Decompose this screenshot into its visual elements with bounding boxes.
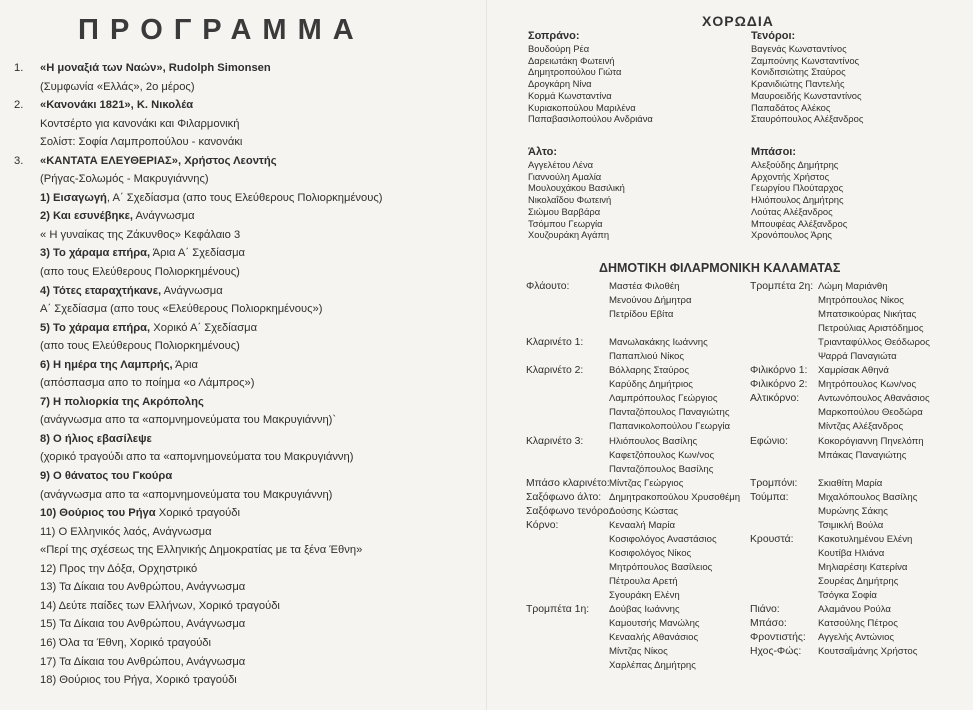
band-row [750,491,972,505]
tenors-list [751,30,863,125]
band-row [526,350,751,364]
musician-name: Κοσιφολόγος Νίκος [609,547,692,559]
program-line [14,393,484,412]
tenors-names [751,43,863,125]
personnel-page [486,0,973,710]
program-line [14,653,484,672]
item-bold-text: 1) Εισαγωγή [40,191,107,204]
item-text: (ανάγνωσμα απο τα «απομνημονεύματα του Μακρυγιάννη) [40,488,333,501]
sopranos-names [528,43,653,125]
item-text: 13) Τα Δίκαια του Ανθρώπου, Ανάγνωσμα [40,581,246,594]
program-line [14,523,484,542]
choir-member: Νικολαΐδου Φωτεινή [528,194,612,206]
musician-name: Κουτσαΐμάνης Χρήστος [818,646,918,658]
program-line [14,560,484,579]
musician-name: Μητρόπουλος Κων/νος [818,379,917,391]
item-text: Χορικό Α΄ Σχεδίασμα [150,321,258,334]
tenors-heading: Τενόροι: [751,30,796,42]
item-text: Κοντσέρτο για κανονάκι και Φιλαρμονική [40,117,240,130]
band-row [526,533,751,547]
item-text: (Ρήγας-Σολωμός - Μακρυγιάννης) [40,173,209,186]
choir-member: Ηλιόπουλος Δημήτρης [751,194,844,206]
instrument-label: Τρομπόνι: [750,477,798,489]
instrument-label: Εφώνιο: [750,435,788,447]
item-text: (χορικό τραγούδι απο τα «απομνημονεύματα του Μακρυγιάννη) [40,451,354,464]
choir-member: Μουλουχάκου Βασιλική [528,182,625,194]
program-line [14,226,484,245]
musician-name: Κενααλή Μαρία [609,519,676,531]
altos-heading: Άλτο: [528,146,558,158]
program-line [14,244,484,263]
item-text: 14) Δεύτε παίδες των Ελλήνων, Χορικό τραγούδι [40,599,280,612]
band-row [750,589,972,603]
item-bold-text: 9) Ο θάνατος του Γκούρα [40,470,173,483]
program-line [14,263,484,282]
band-row [526,364,751,378]
program-line [14,448,484,467]
program-line [14,207,484,226]
item-text: (απο τους Ελεύθερους Πολιορκημένους) [40,266,240,279]
musician-name: Παπαπλιού Νίκος [609,351,684,363]
choir-member: Κρανιδιώτης Παντελής [751,78,845,90]
choir-member: Δαρειωτάκη Φωτεινή [528,54,615,66]
program-line [14,282,484,301]
band-row [750,449,972,463]
program-line [14,170,484,189]
musician-name: Μητρόπουλος Βασίλειος [609,561,713,573]
instrument-label: Φιλικόρνο 1: [750,365,808,377]
musician-name: Τριανταφύλλος Θεόδωρος [818,337,930,349]
program-line [14,374,484,393]
item-bold-text: 6) Η ημέρα της Λαμπρής, [40,358,173,371]
instrument-label: Τούμπα: [750,491,789,503]
musician-name: Μίντζας Αλέξανδρος [818,421,904,433]
program-line [14,356,484,375]
musician-name: Λώμη Μαριάνθη [818,281,888,292]
instrument-label: Φιλικόρνο 2: [750,379,808,391]
musician-name: Μαρκοπούλου Θεοδώρα [818,407,923,419]
choir-member: Μπουφέας Αλέξανδρος [751,217,848,229]
band-row [750,631,972,645]
musician-name: Μίντζας Γεώργιος [609,477,684,489]
item-text: (Συμφωνία «Ελλάς», 2ο μέρος) [40,80,195,93]
item-text: , Α΄ Σχεδίασμα (απο τους Ελεύθερους Πολιορκημένους) [106,191,383,204]
band-row [750,547,972,561]
instrument-label: Πιάνο: [750,604,780,616]
program-line [14,486,484,505]
musician-name: Μπάκας Παναγιώτης [818,449,907,461]
choir-member: Δημητροπούλου Γιώτα [528,66,622,78]
basses-names [751,159,847,241]
program-line [14,189,484,208]
musician-name: Αλαμάνου Ρούλα [818,604,891,616]
item-bold-text: «Κανονάκι 1821», Κ. Νικολέα [40,99,194,112]
program-line [14,615,484,634]
instrument-label: Αλτικόρνο: [750,393,800,405]
program-line [14,671,484,690]
band-row [526,308,751,322]
musician-name: Βόλλαρης Σταύρος [609,365,689,377]
band-row [526,519,751,533]
band-row [526,561,751,575]
item-number: 1. [14,62,24,74]
musician-name: Τσιμικλή Βούλα [818,519,884,531]
band-row [750,617,972,631]
band-row [526,294,751,308]
item-text: Ανάγνωσμα [133,210,195,223]
choir-member: Βαγενάς Κωνσταντίνος [751,43,847,54]
band-row [750,435,972,449]
choir-member: Τσόμπου Γεωργία [528,217,603,229]
choir-member: Παπαβασιλοπούλου Ανδριάνα [528,113,653,125]
musician-name: Μανωλακάκης Ιωάννης [609,337,708,349]
program-line [14,578,484,597]
item-bold-text: 2) Και εσυνέβηκε, [40,210,134,223]
instrument-label: Κρουστά: [750,533,794,545]
instrument-label: Μπάσο κλαρινέτο: [526,477,610,489]
program-line [14,430,484,449]
musician-name: Μηλιαρέσηι Κατερίνα [818,561,908,573]
item-text: 12) Προς την Δόξα, Ορχηστρικό [40,562,198,575]
instrument-label: Σαξόφωνο άλτο: [526,491,602,503]
musician-name: Μίντζας Νίκος [609,646,668,658]
musician-name: Δούσης Κώστας [609,505,679,517]
band-row [526,631,751,645]
band-row [526,575,751,589]
band-right-column [750,280,972,659]
choir-member: Κονιδιτσιώτης Σταύρος [751,66,846,78]
item-text: 15) Τα Δίκαια του Ανθρώπου, Ανάγνωσμα [40,618,246,631]
musician-name: Καφετζόπουλος Κων/νος [609,449,715,461]
band-row [526,378,751,392]
band-row [750,294,972,308]
band-row [526,603,751,617]
choir-member: Βουδούρη Ρέα [528,43,590,54]
altos-names [528,159,625,241]
item-text: Άρια [172,358,198,371]
choir-member: Κορμά Κωνσταντίνα [528,89,612,101]
band-row [526,659,751,673]
band-row [526,491,751,505]
band-row [750,392,972,406]
band-row [526,645,751,659]
band-row [750,322,972,336]
band-row [526,406,751,420]
band-row [750,645,972,659]
instrument-label: Τρομπέτα 2η: [750,281,814,292]
musician-name: Κοσιφολόγος Αναστάσιος [609,533,717,545]
musician-name: Μπατσικούρας Νικήτας [818,309,917,321]
program-line [14,96,484,115]
musician-name: Σουρέας Δημήτρης [818,575,899,587]
band-row [750,406,972,420]
band-row [750,575,972,589]
instrument-label: Φλάουτο: [526,281,570,292]
band-row [526,392,751,406]
musician-name: Τσόγκα Σοφία [818,590,877,602]
item-bold-text: 4) Τότες εταραχτήκανε, [40,284,162,297]
band-row [526,280,751,294]
musician-name: Χαρλέπας Δημήτρης [609,660,696,672]
musician-name: Αγγελής Αντώνιος [818,632,895,644]
band-row [526,463,751,477]
musician-name: Δούβας Ιωάννης [609,604,680,616]
basses-heading: Μπάσοι: [751,146,797,158]
item-text: Σολίστ: Σοφία Λαμπροπούλου - κανονάκι [40,136,243,149]
band-row [526,420,751,434]
band-row [750,364,972,378]
item-text: (απο τους Ελεύθερους Πολιορκημένους) [40,340,240,353]
musician-name: Κοκορόγιαννη Πηνελόπη [818,435,924,447]
musician-name: Δημητρακοπούλου Χρυσοθέμη [609,491,741,503]
item-number: 2. [14,99,24,112]
program-line [14,152,484,171]
band-row [526,449,751,463]
sopranos-heading: Σοπράνο: [528,30,580,42]
band-row [526,589,751,603]
musician-name: Παπανικολοπούλου Γεωργία [609,421,731,433]
choir-member: Δρογκάρη Νίνα [528,78,592,90]
musician-name: Καρύδης Δημήτριος [609,379,693,391]
band-title: ΔΗΜΟΤΙΚΗ ΦΙΛΑΡΜΟΝΙΚΗ ΚΑΛΑΜΑΤΑΣ [599,261,841,275]
basses-list [751,146,847,241]
program-line [14,300,484,319]
program-line [14,78,484,97]
choir-member: Χρονόπουλος Άρης [751,229,832,241]
musician-name: Μητρόπουλος Νίκος [818,295,904,307]
musician-name: Πετρούλιας Αριστόδημος [818,323,924,335]
altos-list [528,146,625,241]
item-text: (ανάγνωσμα απο τα «απομνημονεύματα του Μακρυγιάννη)` [40,414,337,427]
program-line [14,59,484,78]
instrument-label: Σαξόφωνο τενόρο: [526,505,612,517]
musician-name: Ψαρρά Παναγιώτα [818,351,897,363]
band-row [750,280,972,294]
item-bold-text: 3) Το χάραμα επήρα, [40,247,151,260]
band-row [750,308,972,322]
band-row [750,420,972,434]
program-line [14,597,484,616]
program-list [14,59,484,690]
program-line [14,337,484,356]
band-row [750,505,972,519]
choir-member: Σιώμου Βαρβάρα [528,205,601,217]
choir-member: Μαυροειδής Κωνσταντίνος [751,89,862,101]
program-line [14,319,484,338]
program-page [0,0,486,710]
band-row [526,322,751,336]
program-line [14,411,484,430]
instrument-label: Μπάσο: [750,618,787,630]
choir-member: Χουζουράκη Αγάπη [528,229,610,241]
choir-member: Αρχοντής Χρήστος [751,170,830,182]
band-row [526,435,751,449]
musician-name: Σκιαθίτη Μαρία [818,477,883,489]
musician-name: Πετρίδου Εβίτα [609,309,674,321]
item-bold-text: 8) Ο ήλιος εβασίλεψε [40,432,152,445]
musician-name: Μυρώνης Σάκης [818,505,888,517]
band-row [526,336,751,350]
item-text: 17) Τα Δίκαια του Ανθρώπου, Ανάγνωσμα [40,655,246,668]
choir-member: Γιαννούλη Αμαλία [528,170,602,182]
band-row [750,477,972,491]
band-row [526,505,751,519]
band-row [750,533,972,547]
band-row [750,561,972,575]
band-row [750,378,972,392]
program-line [14,467,484,486]
choir-member: Κυριακοπούλου Μαριλένα [528,101,636,113]
item-bold-text: 10) Θούριος του Ρήγα [40,507,156,520]
item-text: Α΄ Σχεδίασμα (απο τους «Ελεύθερους Πολιορκημένους») [40,303,323,316]
band-row [526,477,751,491]
item-text: Ανάγνωσμα [161,284,223,297]
item-text: 11) Ο Ελληνικός λαός, Ανάγνωσμα [40,525,212,538]
program-line [14,115,484,134]
program-line [14,634,484,653]
musician-name: Μενούνου Δήμητρα [609,295,692,307]
choir-member: Παπαδάτος Αλέκος [751,101,831,113]
item-bold-text: «ΚΑΝΤΑΤΑ ΕΛΕΥΘΕΡΙΑΣ», Χρήστος Λεοντής [40,154,277,167]
musician-name: Πανταζόπουλος Βασίλης [609,463,714,475]
musician-name: Μαστέα Φιλοθέη [609,281,680,292]
instrument-label: Τρομπέτα 1η: [526,604,590,616]
musician-name: Ηλιόπουλος Βασίλης [609,435,698,447]
instrument-label: Κλαρινέτο 3: [526,435,584,447]
program-line [14,504,484,523]
band-row [526,617,751,631]
item-bold-text: 7) Η πολιορκία της Ακρόπολης [40,395,204,408]
item-number: 3. [14,154,24,167]
choir-member: Γεωργίου Πλούταρχος [751,182,844,194]
item-text: « Η γυναίκας της Ζάκυνθος» Κεφάλαιο 3 [40,228,241,241]
instrument-label: Φροντιστής: [750,632,806,644]
choir-member: Αγγελέτου Λένα [528,159,594,170]
program-line [14,541,484,560]
band-row [750,463,972,477]
band-left-column [526,280,751,673]
instrument-label: Κλαρινέτο 2: [526,365,584,377]
musician-name: Κουτίβα Ηλιάνα [818,547,885,559]
band-row [750,519,972,533]
musician-name: Σγουράκη Ελένη [609,590,680,602]
choir-member: Λούτας Αλέξανδρος [751,205,833,217]
item-text: Άρια Α΄ Σχεδίασμα [150,247,246,260]
item-bold-text: «Η μοναξιά των Ναών», Rudolph Simonsen [40,62,271,74]
item-text: Χορικό τραγούδι [155,507,240,520]
program-line [14,133,484,152]
musician-name: Πέτρουλα Αρετή [609,575,678,587]
instrument-label: Ηχος-Φώς: [750,646,802,658]
program-title: ΠΡΟΓΡΑΜΜΑ [78,14,365,46]
musician-name: Λαμπρόπουλος Γεώργιος [609,393,718,405]
musician-name: Κακοτυλημένου Ελένη [818,533,913,545]
item-text: (απόσπασμα απο το ποίημα «ο Λάμπρος») [40,377,255,390]
musician-name: Χαμρίσακ Αθηνά [818,365,889,377]
sopranos-list [528,30,653,125]
musician-name: Πανταζόπουλος Παναγιώτης [609,407,730,419]
band-row [750,603,972,617]
item-text: 18) Θούριος του Ρήγα, Χορικό τραγούδι [40,674,237,687]
musician-name: Κενααλής Αθανάσιος [609,632,699,644]
musician-name: Αντωνόπουλος Αθανάσιος [818,393,930,405]
choir-member: Σταυρόπουλος Αλέξανδρος [751,113,864,125]
musician-name: Κατσούλης Πέτρος [818,618,898,630]
musician-name: Καμουτσής Μανώλης [609,618,700,630]
musician-name: Μιχαλόπουλος Βασίλης [818,491,918,503]
choir-member: Αλεξούδης Δημήτρης [751,159,839,170]
item-text: 16) Όλα τα Έθνη, Χορικό τραγούδι [40,636,212,649]
band-row [526,547,751,561]
choir-member: Ζαμπούνης Κωνσταντίνος [751,54,860,66]
band-row [750,336,972,350]
item-bold-text: 5) Το χάραμα επήρα, [40,321,151,334]
item-text: «Περί της σχέσεως της Ελληνικής Δημοκρατίας με τα ξένα Έθνη» [40,544,363,557]
band-row [750,350,972,364]
instrument-label: Κόρνο: [526,519,559,531]
choir-title: ΧΟΡΩΔΙΑ [702,13,774,29]
instrument-label: Κλαρινέτο 1: [526,337,584,349]
